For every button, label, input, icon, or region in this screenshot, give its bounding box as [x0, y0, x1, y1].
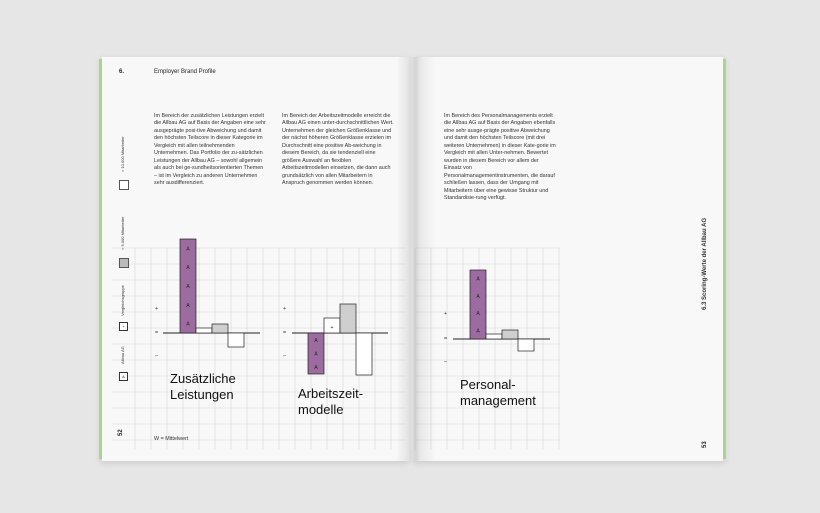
grid-right [415, 248, 560, 450]
text-col-arbeitszeit: Im Bereich der Arbeitszeitmodelle erreicht die Allbau AG einen unter-durchschnittlichen Wert. Unternehmen der gleichen Größenklasse und der nächst höheren Größenklasse erzielen im Durchschnitt eine positive Ab-weichung in diesem Bereich, da sie tendenziell eine größere Auswahl an flexiblen Arbeitszeitmodellen einsetzen, die dann auch grundsätzlich von allen Mitarbeitern in Anspruch genommen werden können. [282, 113, 394, 187]
chart-title-line1: Arbeitszeit- [298, 386, 364, 401]
chart-title-zusaetzliche [170, 371, 236, 403]
allbau-bar-letter: A [314, 351, 318, 358]
chart-title-personal [460, 377, 536, 409]
bar-vergleich [228, 333, 244, 347]
page-number-right [702, 441, 708, 448]
allbau-bar-letter: A [476, 311, 480, 318]
text-col-personal: Im Bereich des Personalmanagements erzielt die Allbau AG auf Basis der Angaben ebenfalls eine sehr ausge-prägte positive Abweichung und damit den höchsten Teilscore (mit drei weiteren Unternehmen) in dieser Kate-gorie im Vergleich mit allen Unter-nehmen. Bewertet wurden in diesem Bereich vor allem der Einsatz von Personalmanagementinstrumenten, die darauf schließen lassen, dass der Umgang mit Mitarbeitern über eine gewisse Struktur und Standardisie-rung verfügt. [444, 113, 556, 201]
legend-swatch-10000 [119, 180, 129, 190]
legend-vergleich: Vergleichsgruppe [120, 285, 125, 316]
chart-title-line2: Leistungen [170, 387, 234, 402]
bar-5000 [340, 304, 356, 333]
allbau-bar-letter: A [476, 276, 480, 283]
sign-minus-2: – [283, 353, 286, 359]
chapter-number: 6. [119, 69, 125, 75]
bar-10000 [196, 328, 212, 333]
sign-minus-3: – [444, 359, 447, 365]
legend-swatch-5000 [119, 258, 129, 268]
sign-minus-1: – [155, 353, 158, 359]
legend-5000: > 5.000 Mitarbeiter [120, 216, 125, 250]
legend-allbau: Allbau AG [120, 346, 125, 364]
allbau-bar-letter: A [476, 293, 480, 300]
text-col-zusaetzliche: Im Bereich der zusätzlichen Leistungen erzielt die Allbau AG auf Basis der Angaben eine sehr ausgeprägte posi-tive Abweichung und damit den höchsten Teilscore in dieser Kategorie im Vergleich mit allen teilnehmenden Unternehmen. Das Portfolio der zu-sätzlichen Leistungen der Allbau AG – sowohl allgemein als auch bei ge-sundheitsorientierten Themen – ist im Vergleich zu anderen Unternehmen sehr ausdifferenziert. [154, 113, 266, 187]
chart-title-line1: Personal- [460, 377, 516, 392]
legend-swatch-vergleich: + [119, 322, 128, 331]
bar-10000 [486, 334, 502, 339]
bar-vergleich [356, 333, 372, 375]
allbau-bar-letter: A [186, 302, 190, 309]
sign-mean-2: = [283, 330, 287, 336]
bar-10000-sign: + [330, 325, 334, 331]
sign-plus-2: + [283, 306, 287, 312]
sign-mean-1: = [155, 330, 159, 336]
bar-vergleich [518, 339, 534, 351]
chart-title-line1: Zusätzliche [170, 371, 236, 386]
chart-title-line2: management [460, 393, 536, 408]
chart-bars [163, 239, 550, 375]
sign-mean-3: = [444, 336, 448, 342]
footnote: W = Mittelwert [154, 436, 189, 442]
page-number-text: 53 [702, 441, 708, 448]
allbau-bar-letter: A [186, 246, 190, 253]
page-number-text: 52 [118, 429, 124, 436]
sign-plus-1: + [155, 306, 159, 312]
chart-title-line2: modelle [298, 402, 344, 417]
page-number-left [118, 429, 124, 436]
allbau-bar-letter: A [186, 284, 190, 290]
section-header: Employer Brand Profile [154, 69, 216, 75]
allbau-bar-letter: A [476, 328, 480, 335]
bar-5000 [502, 330, 518, 339]
chart-title-arbeitszeit [298, 386, 363, 418]
bar-5000 [212, 324, 228, 333]
allbau-bar-letter: A [314, 337, 318, 344]
legend-10000: > 10.000 Mitarbeiter [120, 136, 125, 172]
allbau-bar-letter: A [314, 365, 318, 372]
sign-plus-3: + [444, 311, 448, 317]
section-title-vertical: 6.3 Scoring-Werte der Allbau AG [702, 217, 708, 310]
legend-swatch-allbau: A [119, 372, 128, 381]
allbau-bar-letter: A [186, 321, 190, 328]
allbau-bar-letter: A [186, 265, 190, 272]
